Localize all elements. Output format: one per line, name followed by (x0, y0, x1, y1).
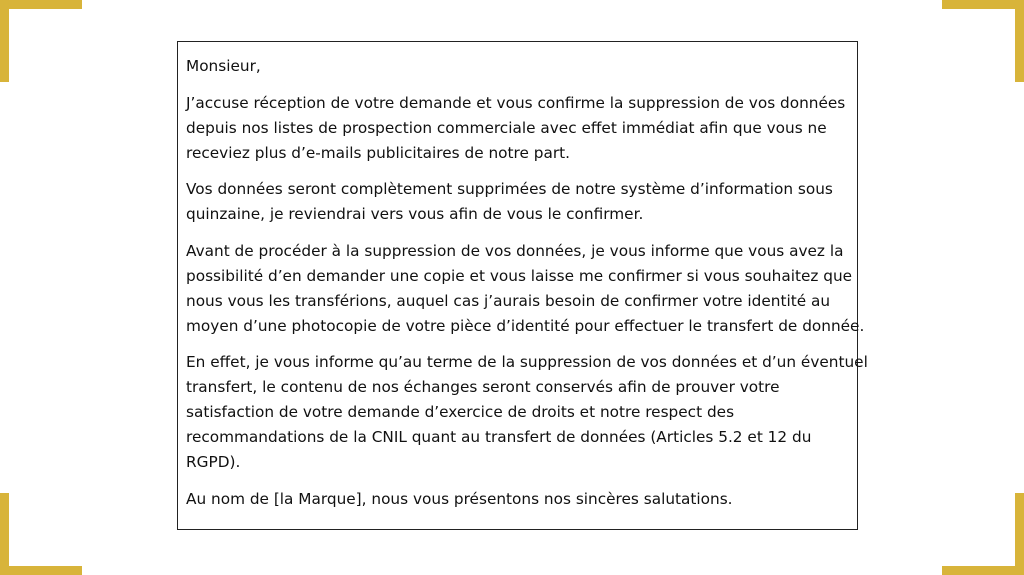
text-line: depuis nos listes de prospection commerciale avec effet immédiat afin que vous ne (186, 118, 827, 137)
text-line: En effet, je vous informe qu’au terme de la suppression de vos données et d’un éventuel (186, 353, 868, 371)
text-line: RGPD). (186, 453, 241, 471)
corner-bracket-top-right (942, 0, 1024, 82)
letter-closing (186, 487, 857, 512)
text-line: quinzaine, je reviendrai vers vous afin de vous le confirmer. (186, 205, 644, 223)
text-line: recommandations de la CNIL quant au transfert de données (Articles 5.2 et 12 du (186, 428, 812, 446)
corner-bracket-bottom-left (0, 493, 82, 575)
letter-salutation (186, 54, 857, 79)
text-line: satisfaction de votre demande d’exercice de droits et notre respect des (186, 403, 735, 421)
text-line: receviez plus d’e-mails publicitaires de notre part. (186, 143, 570, 162)
text-line: nous vous les transférions, auquel cas j’aurais besoin de confirmer votre identité au (186, 291, 831, 310)
letter-paragraph-4 (186, 350, 868, 475)
corner-bracket-bottom-right (942, 493, 1024, 575)
text-line: Vos données seront complètement supprimées de notre système d’information sous (186, 180, 833, 198)
letter-paragraph-3 (186, 239, 865, 339)
letter-paragraph-1 (186, 91, 857, 166)
text-line: Monsieur, (186, 57, 261, 75)
letter-paragraph-2 (186, 177, 857, 227)
text-line: transfert, le contenu de nos échanges seront conservés afin de prouver votre (186, 378, 780, 396)
corner-bracket-top-left (0, 0, 82, 82)
text-line: Avant de procéder à la suppression de vos données, je vous informe que vous avez la (186, 241, 844, 260)
text-line: moyen d’une photocopie de votre pièce d’identité pour effectuer le transfert de donnée. (186, 316, 865, 335)
text-line: Au nom de [la Marque], nous vous présentons nos sincères salutations. (186, 489, 733, 508)
text-line: J’accuse réception de votre demande et vous confirme la suppression de vos données (186, 93, 846, 112)
text-line: possibilité d’en demander une copie et vous laisse me confirmer si vous souhaitez que (186, 266, 853, 285)
letter-text-box (177, 41, 868, 530)
